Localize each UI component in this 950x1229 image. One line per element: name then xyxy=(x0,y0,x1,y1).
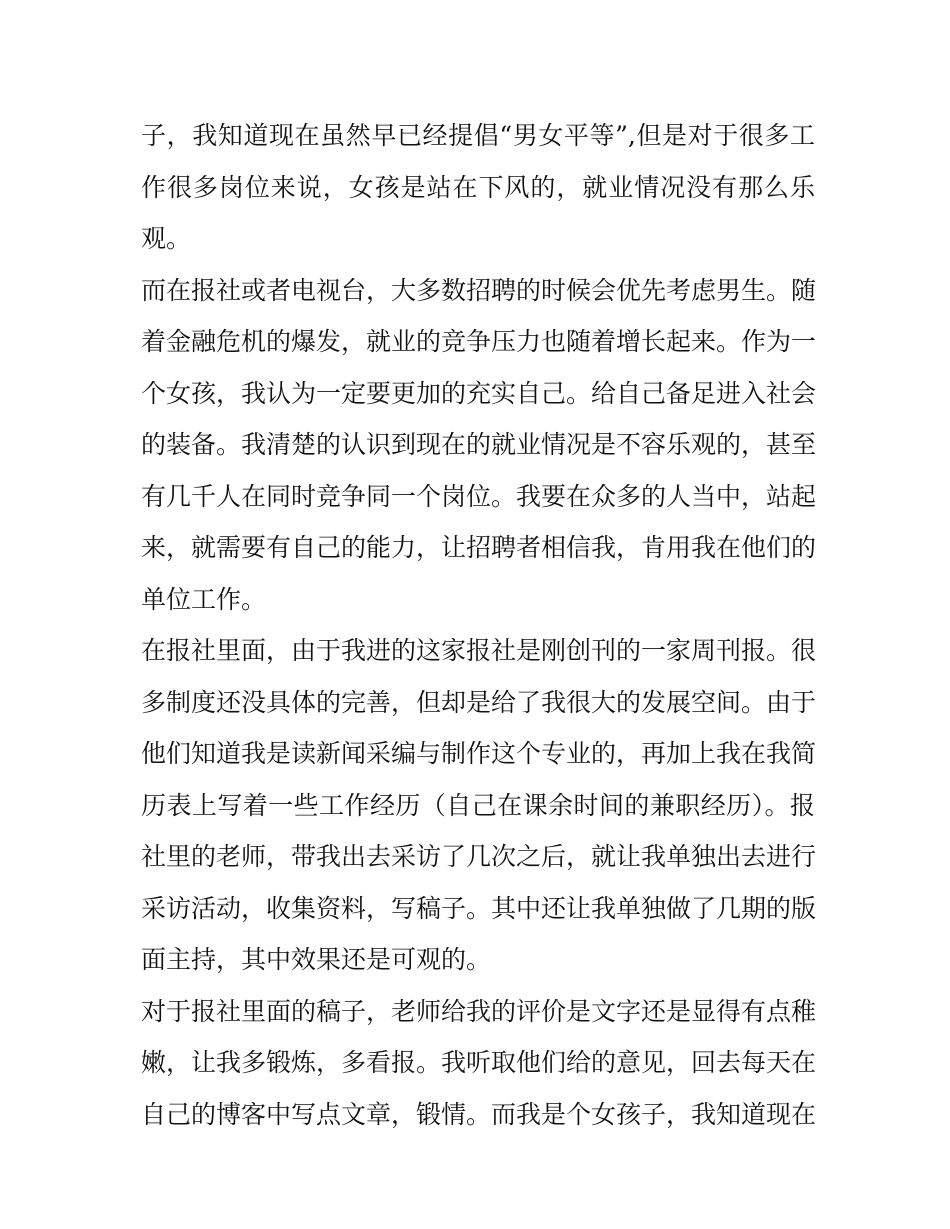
text-line: 他们知道我是读新闻采编与制作这个专业的，再加上我在我简 xyxy=(141,739,817,768)
text-line: 自己的博客中写点文章，锻情。而我是个女孩子，我知道现在 xyxy=(141,1099,817,1129)
text-line: 来，就需要有自己的能力，让招聘者相信我，肯用我在他们的 xyxy=(141,533,817,562)
text-line: 而在报社或者电视台，大多数招聘的时候会优先考虑男生。随 xyxy=(141,275,817,305)
text-line: 面主持，其中效果还是可观的。 xyxy=(141,945,492,974)
text-line: 个女孩，我认为一定要更加的充实自己。给自己备足进入社会 xyxy=(141,378,817,408)
text-line: 多制度还没具体的完善，但却是给了我很大的发展空间。由于 xyxy=(141,687,817,717)
paragraph-3 xyxy=(141,625,815,986)
text-line: 的装备。我清楚的认识到现在的就业情况是不容乐观的，甚至 xyxy=(141,430,817,459)
text-line: 社里的老师，带我出去采访了几次之后，就让我单独出去进行 xyxy=(141,842,817,871)
paragraph-2 xyxy=(141,265,815,626)
paragraph-1 xyxy=(141,110,815,265)
text-line: 采访活动，收集资料，写稿子。其中还让我单独做了几期的版 xyxy=(141,893,817,923)
text-line: 着金融危机的爆发，就业的竞争压力也随着增长起来。作为一 xyxy=(141,327,817,356)
paragraph-4 xyxy=(141,986,815,1141)
text-line: 有几千人在同时竞争同一个岗位。我要在众多的人当中，站起 xyxy=(141,481,817,511)
text-line: 嫩，让我多锻炼，多看报。我听取他们给的意见，回去每天在 xyxy=(141,1048,817,1077)
text-line: 作很多岗位来说，女孩是站在下风的，就业情况没有那么乐 xyxy=(141,172,815,202)
text-line: 单位工作。 xyxy=(141,584,267,614)
text-line: 观。 xyxy=(141,224,192,253)
body-text xyxy=(141,110,815,1140)
text-line: 对于报社里面的稿子，老师给我的评价是文字还是显得有点稚 xyxy=(141,996,817,1026)
text-line: 历表上写着一些工作经历（自己在课余时间的兼职经历）。报 xyxy=(141,790,815,820)
text-line: 在报社里面，由于我进的这家报社是刚创刊的一家周刊报。很 xyxy=(141,636,817,665)
text-line: 子，我知道现在虽然早已经提倡“男女平等”,但是对于很多工 xyxy=(141,121,815,150)
